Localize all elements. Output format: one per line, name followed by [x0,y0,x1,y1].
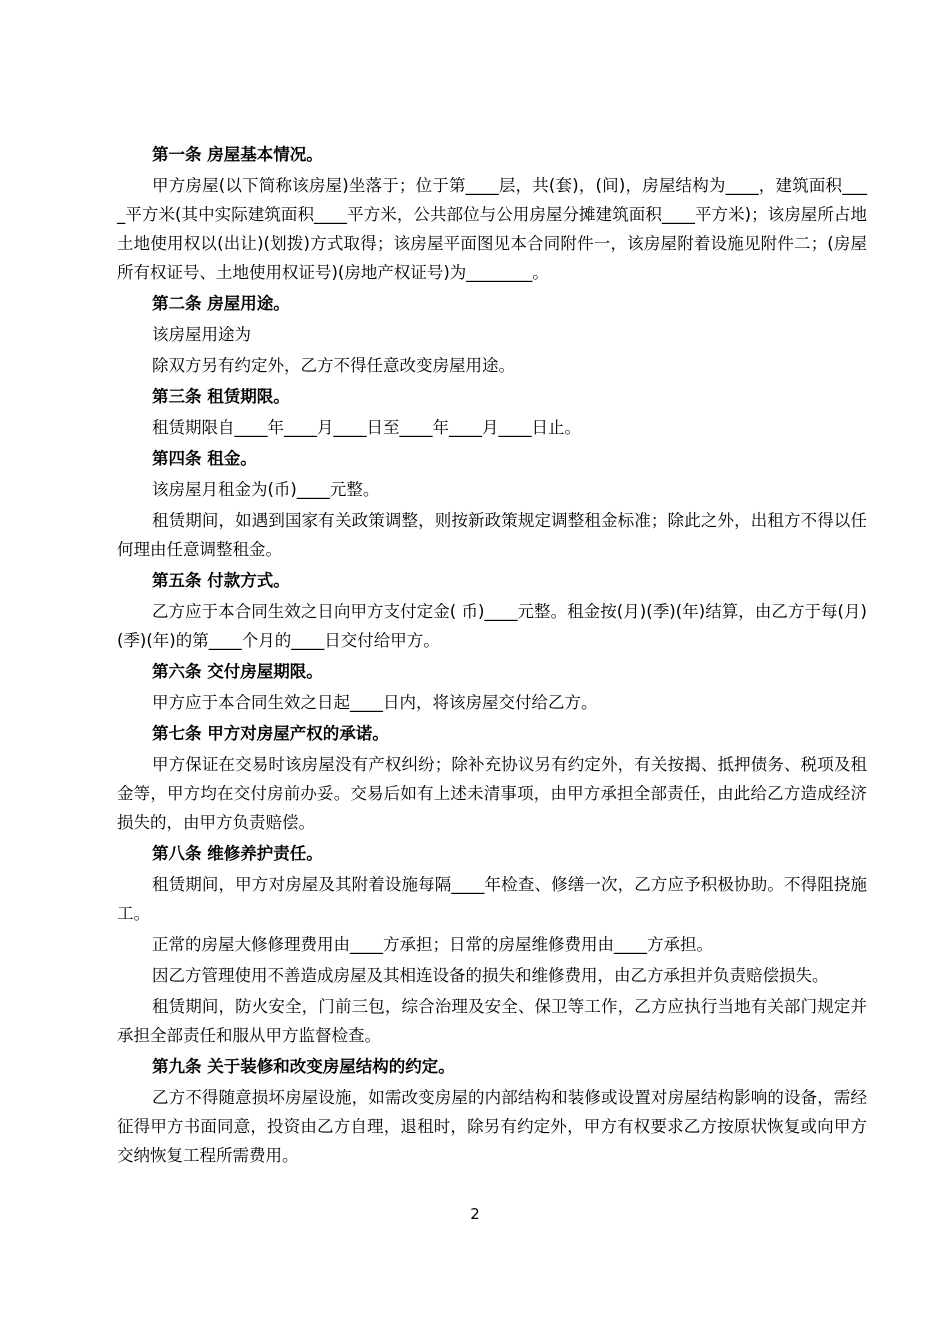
article-1-paragraph-1: 甲方房屋(以下简称该房屋)坐落于；位于第____层，共(套)，(间)，房屋结构为____，建筑面积____平方米(其中实际建筑面积____平方米，公共部位与公用房屋分摊建筑面积____平方米)；该房屋所占地土地使用权以(出让)(划拨)方式取得；该房屋平面图见本合同附件一，该房屋附着设施见附件二；(房屋所有权证号、土地使用权证号)(房地产权证号)为________。 [117,176,867,282]
article-9-heading: 第九条 关于装修和改变房屋结构的约定。 [152,1057,455,1076]
article-1-heading: 第一条 房屋基本情况。 [152,145,323,164]
article-7-heading: 第七条 甲方对房屋产权的承诺。 [152,724,389,743]
article-8-paragraph-1: 租赁期间，甲方对房屋及其附着设施每隔____年检查、修缮一次，乙方应予积极协助。不得阻挠施工。 [117,875,867,923]
article-5-paragraph-1: 乙方应于本合同生效之日向甲方支付定金( 币)____元整。租金按(月)(季)(年)结算，由乙方于每(月)(季)(年)的第____个月的____日交付给甲方。 [117,602,867,650]
article-4-paragraph-2: 租赁期间，如遇到国家有关政策调整，则按新政策规定调整租金标准；除此之外，出租方不得以任何理由任意调整租金。 [117,511,867,559]
article-9-paragraph-1: 乙方不得随意损坏房屋设施，如需改变房屋的内部结构和装修或设置对房屋结构影响的设备，需经征得甲方书面同意，投资由乙方自理，退租时，除另有约定外，甲方有权要求乙方按原状恢复或向甲方交纳恢复工程所需费用。 [117,1088,867,1165]
article-4-paragraph-1: 该房屋月租金为(币)____元整。 [152,480,380,499]
article-8-paragraph-3: 因乙方管理使用不善造成房屋及其相连设备的损失和维修费用，由乙方承担并负责赔偿损失。 [152,966,829,985]
article-6-paragraph-1: 甲方应于本合同生效之日起____日内，将该房屋交付给乙方。 [152,693,598,712]
article-8-heading: 第八条 维修养护责任。 [152,844,323,863]
article-3-heading: 第三条 租赁期限。 [152,387,290,406]
document-body [117,140,867,1172]
article-2-paragraph-1: 该房屋用途为 [152,325,251,344]
article-6-heading: 第六条 交付房屋期限。 [152,662,323,681]
page-number: 2 [470,1205,480,1223]
article-8-paragraph-2: 正常的房屋大修修理费用由____方承担；日常的房屋维修费用由____方承担。 [152,935,713,954]
article-7-paragraph-1: 甲方保证在交易时该房屋没有产权纠纷；除补充协议另有约定外，有关按揭、抵押债务、税项及租金等，甲方均在交付房前办妥。交易后如有上述未清事项，由甲方承担全部责任，由此给乙方造成经济损失的，由甲方负责赔偿。 [117,755,867,832]
article-8-paragraph-4: 租赁期间，防火安全，门前三包，综合治理及安全、保卫等工作，乙方应执行当地有关部门规定并承担全部责任和服从甲方监督检查。 [117,997,867,1045]
article-3-paragraph-1: 租赁期限自____年____月____日至____年____月____日止。 [152,418,581,437]
article-2-heading: 第二条 房屋用途。 [152,294,290,313]
article-2-paragraph-2: 除双方另有约定外，乙方不得任意改变房屋用途。 [152,356,515,375]
article-5-heading: 第五条 付款方式。 [152,571,290,590]
article-4-heading: 第四条 租金。 [152,449,257,468]
